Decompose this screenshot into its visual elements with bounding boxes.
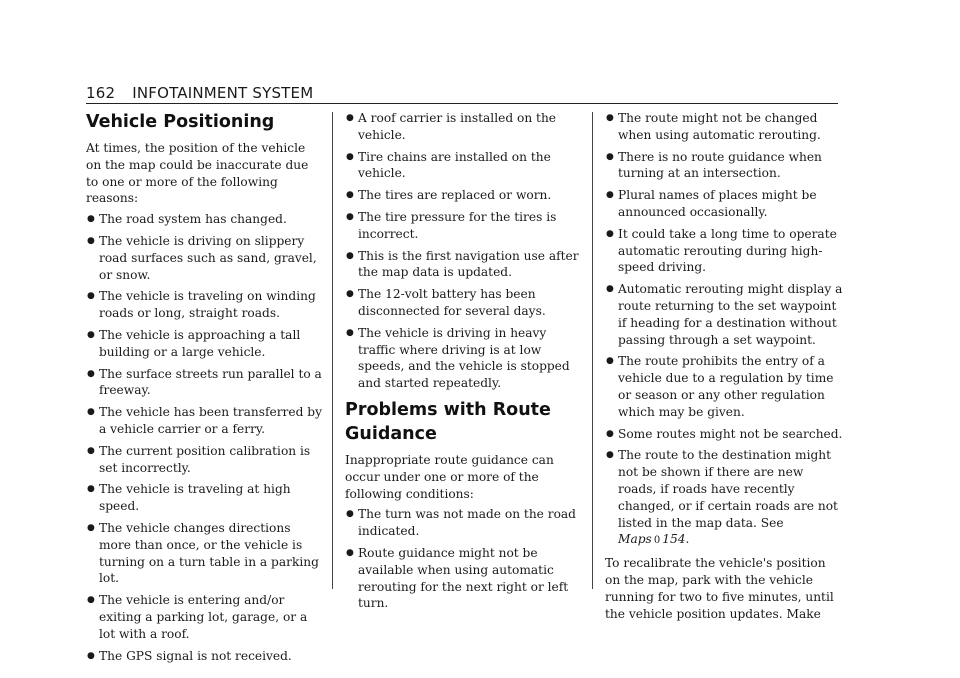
page-number: 162 [86, 84, 116, 102]
list-item-text: A roof carrier is installed on the vehicle. [358, 111, 557, 142]
maps-page-number[interactable]: 154 [662, 532, 686, 547]
list-item [605, 149, 843, 183]
header-rule [86, 103, 838, 104]
maps-reference-link[interactable]: Maps [618, 532, 652, 547]
bullet-icon: ● [87, 522, 95, 533]
list-item [345, 248, 583, 282]
bullet-icon: ● [346, 327, 354, 338]
vehicle-positioning-intro: At times, the position of the vehicle on the map could be inaccurate due to one or more of the following reasons: [86, 141, 309, 206]
list-item [86, 211, 324, 228]
list-item-text: The route might not be changed when using automatic rerouting. [618, 111, 821, 142]
list-item-text: Automatic rerouting might display a route returning to the set waypoint if heading for a destination without passing through a set waypoint. [618, 282, 843, 347]
route-list-last [605, 447, 843, 550]
list-item-text: The vehicle changes directions more than once, or the vehicle is turning on a turn table in a parking lot. [99, 520, 319, 586]
bullet-icon: ● [87, 445, 95, 456]
bullet-icon: ● [606, 356, 614, 367]
bullet-icon: ● [346, 151, 354, 162]
list-item-text: The tire pressure for the tires is incorrect. [358, 209, 557, 241]
list-item-text: The vehicle is driving in heavy traffic where driving is at low speeds, and the vehicle is stopped and started repeatedly. [358, 325, 570, 391]
bullet-icon: ● [346, 547, 354, 558]
bullet-icon: ● [346, 190, 354, 201]
section-title: INFOTAINMENT SYSTEM [132, 84, 314, 102]
list-item [86, 233, 324, 283]
list-item [86, 404, 324, 438]
bullet-icon: ● [606, 113, 614, 123]
maps-item-text: The route to the destination might not be shown if there are new roads, if roads have recently changed, or if certain roads are not listed in the map data. See [618, 448, 838, 530]
bullet-icon: ● [606, 284, 614, 295]
column-divider-2 [592, 112, 593, 589]
bullet-icon: ● [87, 214, 95, 225]
bullet-icon: ● [606, 450, 614, 461]
list-item [345, 187, 583, 204]
bullet-icon: ● [87, 291, 95, 302]
route-guidance-heading [345, 398, 583, 446]
list-item-text: The vehicle has been transferred by a vehicle carrier or a ferry. [99, 405, 322, 436]
bullet-icon: ● [346, 509, 354, 520]
maps-item-end: . [685, 532, 690, 547]
route-list-col2 [345, 506, 583, 612]
list-item [86, 366, 324, 400]
list-item-text: The turn was not made on the road indicated. [358, 507, 576, 539]
list-item-text: The current position calibration is set incorrectly. [99, 443, 311, 475]
bullet-icon: ● [87, 650, 95, 661]
list-item [605, 281, 843, 348]
list-item [605, 353, 843, 420]
list-item-text: The road system has changed. [99, 212, 287, 227]
list-item-text: The route prohibits the entry of a vehicle due to a regulation by time or season or any other regulation which may be given. [618, 354, 834, 419]
list-item [605, 447, 843, 550]
list-item [345, 209, 583, 243]
list-item [86, 327, 324, 361]
list-item-text: The vehicle is entering and/or exiting a parking lot, garage, or a lot with a roof. [99, 593, 308, 641]
list-item [345, 506, 583, 540]
route-list-col3 [605, 110, 843, 442]
column-1 [86, 110, 324, 669]
list-item [605, 226, 843, 276]
bullet-icon: ● [606, 151, 614, 162]
bullet-icon: ● [606, 228, 614, 239]
list-item [345, 545, 583, 612]
list-item-text: The vehicle is traveling on winding roads or long, straight roads. [99, 289, 316, 321]
list-item-text: The vehicle is traveling at high speed. [99, 482, 291, 514]
list-item [86, 592, 324, 642]
route-guidance-heading-line1: Problems with Route [345, 399, 551, 420]
column-2 [345, 110, 583, 617]
list-item-text: Tire chains are installed on the vehicle. [358, 149, 551, 181]
bullet-icon: ● [606, 428, 614, 439]
list-item-text: Plural names of places might be announced occasionally. [618, 188, 817, 219]
list-item-text: Route guidance might not be available when using automatic rerouting for the next right or left turn. [358, 545, 569, 611]
list-item-text: The surface streets run parallel to a freeway. [99, 366, 322, 398]
page-ref-icon: 0 [653, 535, 661, 547]
list-item [86, 520, 324, 587]
positioning-list-col1 [86, 211, 324, 664]
column-divider-1 [332, 112, 333, 589]
bullet-icon: ● [87, 235, 95, 246]
bullet-icon: ● [346, 113, 354, 123]
bullet-icon: ● [87, 329, 95, 340]
list-item-text: The tires are replaced or worn. [358, 188, 552, 203]
route-guidance-heading-line2: Guidance [345, 423, 437, 444]
list-item [345, 286, 583, 320]
positioning-list-col2 [345, 110, 583, 392]
list-item [86, 648, 324, 665]
list-item [345, 110, 583, 144]
list-item [86, 443, 324, 477]
route-guidance-intro: Inappropriate route guidance can occur under one or more of the following conditions: [345, 452, 554, 501]
bullet-icon: ● [87, 407, 95, 418]
list-item [605, 187, 843, 221]
list-item [86, 481, 324, 515]
list-item-text: Some routes might not be searched. [618, 426, 843, 441]
bullet-icon: ● [346, 289, 354, 300]
list-item [605, 110, 843, 144]
list-item-text: This is the first navigation use after the map data is updated. [358, 248, 579, 280]
list-item [345, 325, 583, 392]
page-header [86, 84, 838, 102]
list-item-text: There is no route guidance when turning at an intersection. [618, 149, 822, 181]
bullet-icon: ● [87, 595, 95, 606]
list-item [605, 426, 843, 443]
bullet-icon: ● [606, 190, 614, 201]
list-item-text: The GPS signal is not received. [99, 648, 292, 663]
bullet-icon: ● [346, 250, 354, 261]
list-item-text: The vehicle is driving on slippery road surfaces such as sand, gravel, or snow. [99, 233, 317, 282]
list-item-text: The vehicle is approaching a tall building or a large vehicle. [99, 327, 301, 359]
column-3 [605, 110, 843, 626]
recalibrate-paragraph: To recalibrate the vehicle's position on the map, park with the vehicle running for two to five minutes, until the vehicle position updates. Make [605, 556, 834, 621]
list-item [86, 288, 324, 322]
list-item [345, 149, 583, 183]
bullet-icon: ● [346, 211, 354, 222]
list-item-text: The 12-volt battery has been disconnected for several days. [358, 287, 546, 318]
bullet-icon: ● [87, 368, 95, 379]
bullet-icon: ● [87, 484, 95, 495]
list-item-text: It could take a long time to operate automatic rerouting during high-speed driving. [618, 226, 837, 275]
vehicle-positioning-heading: Vehicle Positioning [86, 112, 275, 132]
